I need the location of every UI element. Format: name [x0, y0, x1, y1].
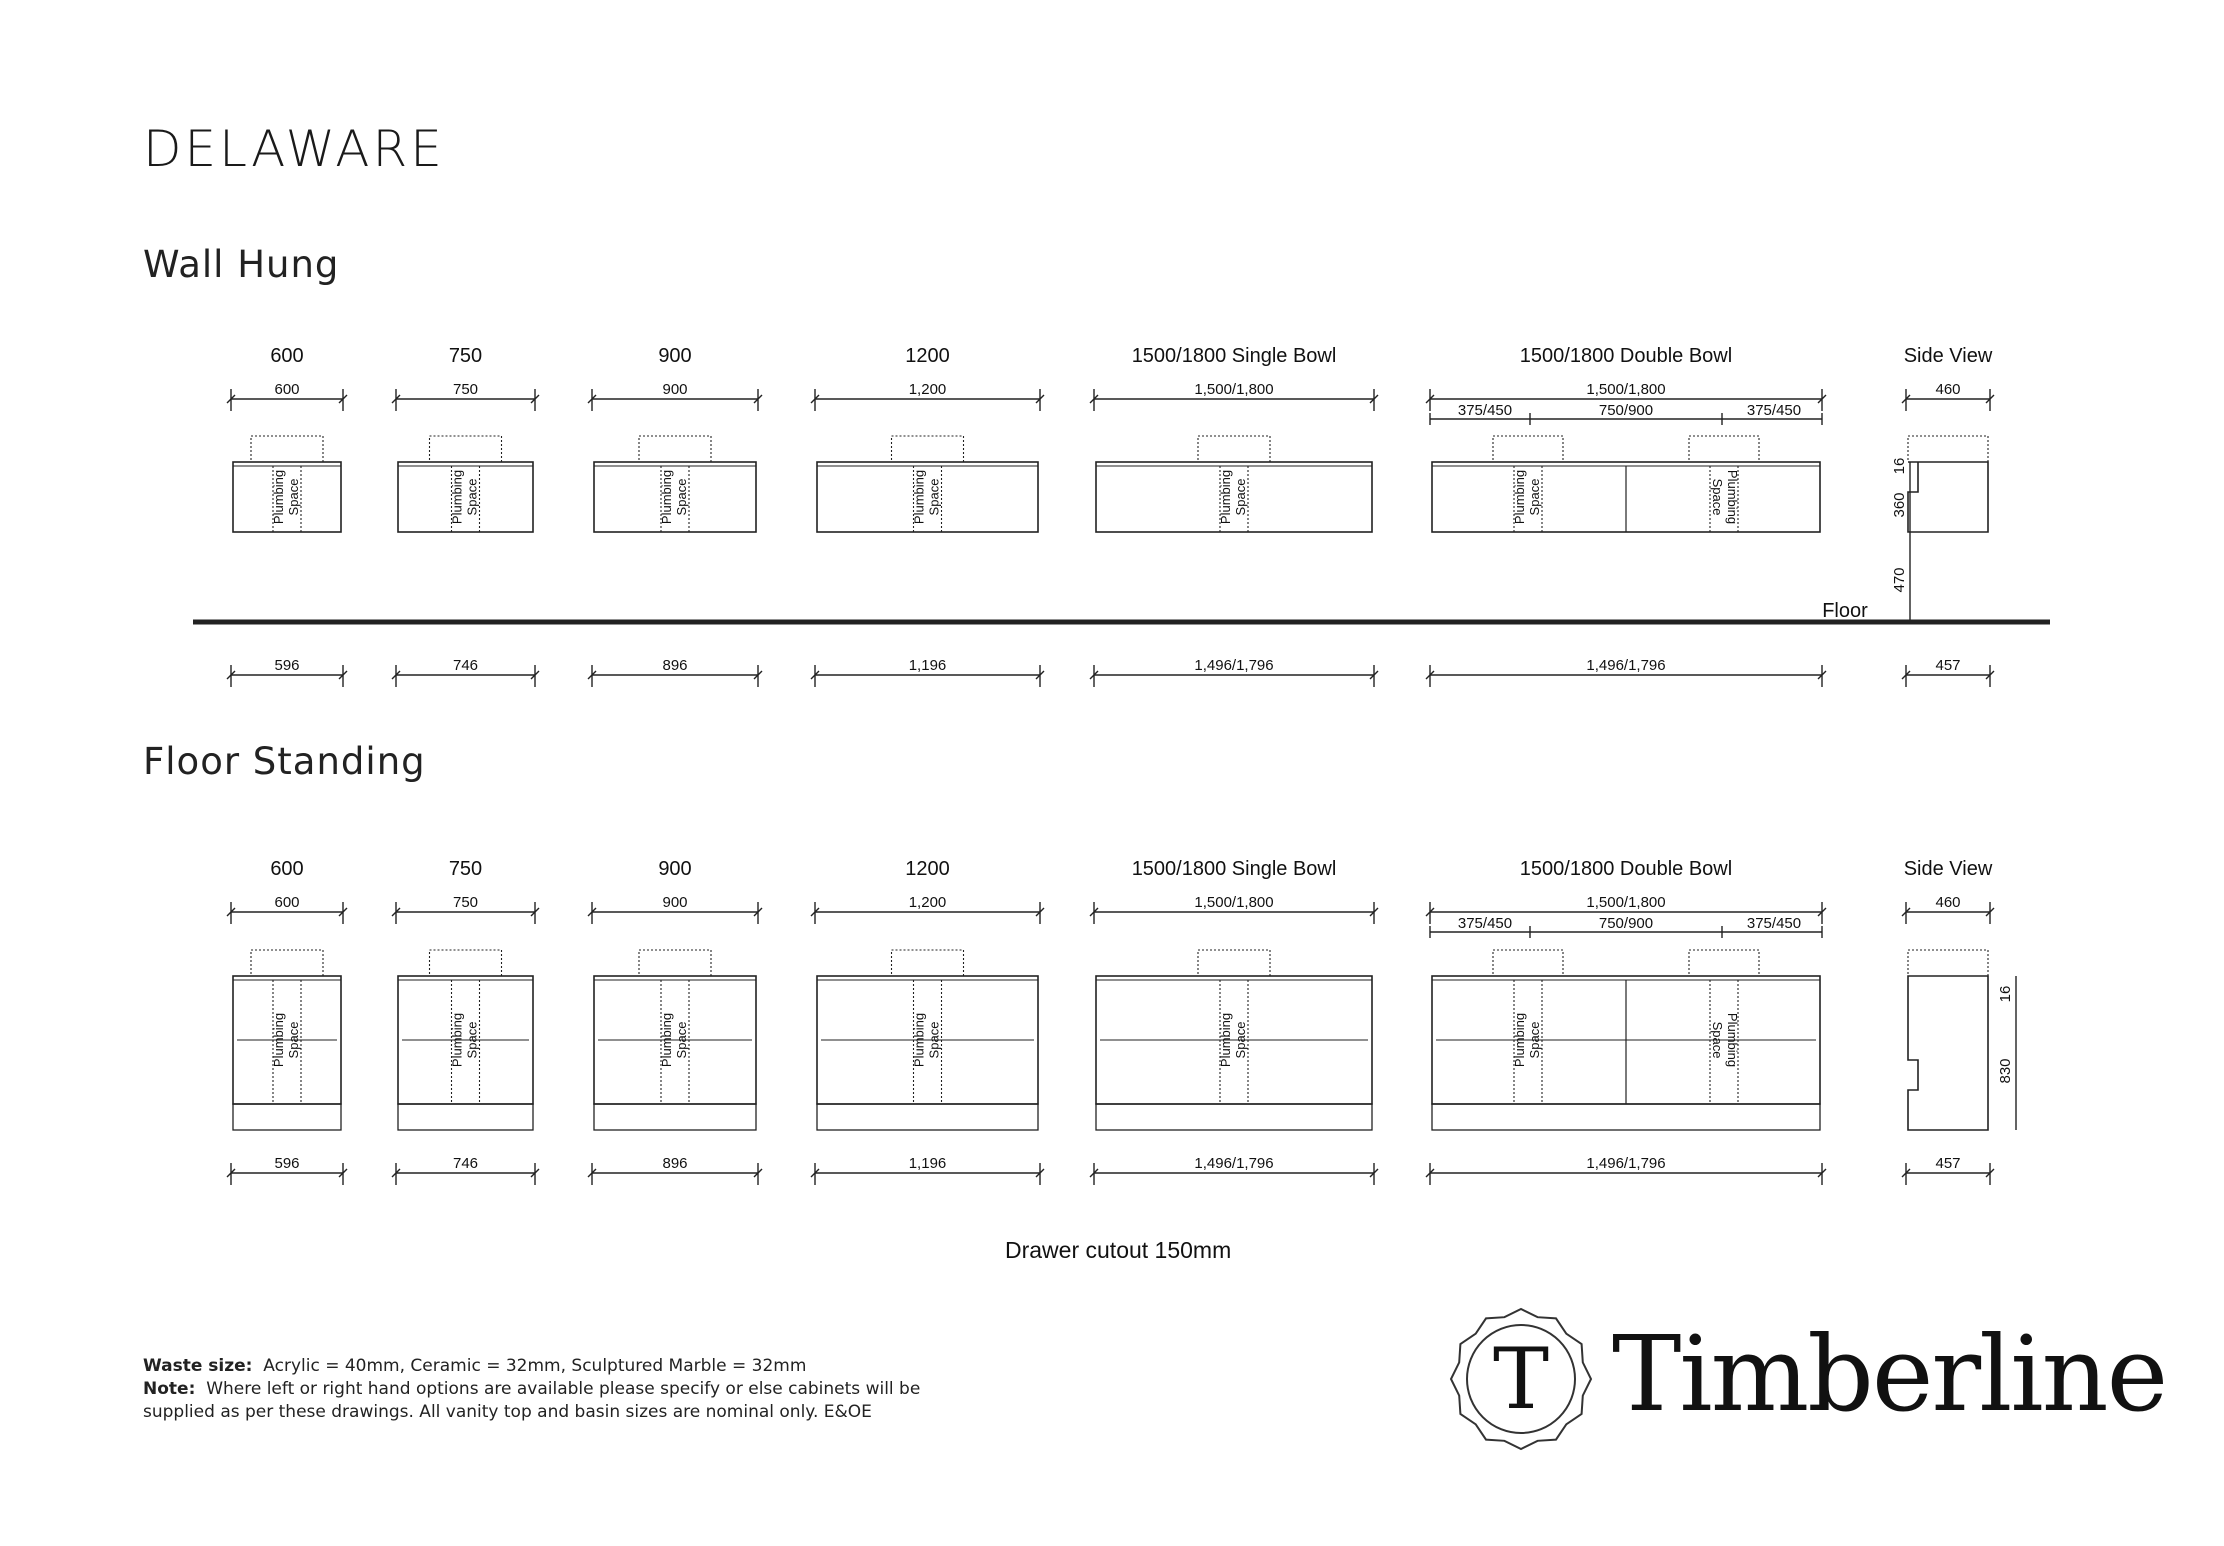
fs-7-height-2: 830	[1997, 1058, 2014, 1084]
floor-label: Floor	[1822, 600, 1868, 622]
wh-4-basin-1	[892, 436, 964, 462]
fs-5-plumbing-label-1-line2: Space	[1233, 1021, 1248, 1059]
logo-seal-icon	[1451, 1309, 1591, 1449]
fs-3-plumbing-label-1-line2: Space	[674, 1021, 689, 1059]
fs-7-basin-side	[1908, 950, 1988, 976]
wh-7-height-2: 360	[1891, 492, 1908, 518]
fs-6-plumbing-label-2-line2: Space	[1710, 1021, 1725, 1059]
wh-3-plumbing-label-1-line2: Space	[674, 478, 689, 516]
drawer-cutout-caption: Drawer cutout 150mm	[1005, 1237, 1232, 1263]
fs-4-plumbing-label-1-line2: Space	[926, 1021, 942, 1059]
wh-6-plumbing-label-1	[1512, 470, 1542, 524]
fs-5-plumbing-label-1-line1: Plumbing	[1218, 1012, 1233, 1068]
wh-4-top-dim-label: 1,200	[908, 381, 947, 398]
wh-1-plumbing-label-1	[271, 470, 301, 524]
fs-4-bottom-dim-label: 1,196	[908, 1155, 947, 1172]
fs-6-title: 1500/1800 Double Bowl	[1519, 858, 1733, 880]
wh-4-plumbing-label-1-line1: Plumbing	[911, 469, 927, 525]
fs-6-plumbing-label-1-line1: Plumbing	[1512, 1012, 1527, 1068]
fs-2-plumbing-label-1-line1: Plumbing	[449, 1012, 465, 1068]
wh-5-plumbing-label-1-line1: Plumbing	[1218, 469, 1233, 525]
fs-7-bottom-dim-label: 457	[1935, 1155, 1961, 1172]
wh-1-plumbing-label-1-line1: Plumbing	[271, 469, 286, 525]
fs-6-sub-dim-2: 750/900	[1598, 915, 1654, 932]
fs-3-bottom-dim-label: 896	[662, 1155, 688, 1172]
wh-6-sub-dim-2: 750/900	[1598, 402, 1654, 419]
wh-2-plumbing-label-1	[450, 470, 480, 524]
wh-6-sub-dim-1: 375/450	[1457, 402, 1513, 419]
fs-3-plinth	[594, 1104, 756, 1130]
fs-6-top-dim-label: 1,500/1,800	[1586, 894, 1666, 911]
fs-7-side-profile	[1908, 976, 1988, 1130]
wh-2-plumbing-label-1-line1: Plumbing	[449, 469, 465, 525]
fs-3-title: 900	[658, 858, 692, 880]
wh-2-basin-1	[430, 436, 502, 462]
wh-2-title: 750	[448, 345, 483, 367]
wh-1-plumbing-label-1-line2: Space	[286, 478, 301, 516]
fs-5-basin-1	[1198, 950, 1270, 976]
wh-7-height-3: 470	[1891, 567, 1908, 593]
wh-1-basin-1	[251, 436, 323, 462]
logo-letter: T	[1492, 1330, 1550, 1428]
waste-size-label: Waste size:	[143, 1356, 253, 1376]
wh-3-basin-1	[639, 436, 711, 462]
fs-1-basin-1	[251, 950, 323, 976]
wh-1-top-dim-label: 600	[274, 381, 300, 398]
note-text: Where left or right hand options are available please specify or else cabinets will be	[206, 1379, 921, 1399]
wh-1-bottom-dim-label: 596	[274, 657, 300, 674]
fs-4-title: 1200	[905, 858, 950, 880]
wh-7-title: Side View	[1903, 345, 1993, 367]
wh-7-basin-side	[1908, 436, 1988, 462]
wh-5-plumbing-label-1-line2: Space	[1233, 478, 1248, 516]
note-label: Note:	[143, 1379, 196, 1399]
fs-1-top-dim-label: 600	[274, 894, 300, 911]
wh-2-top-dim-label: 750	[452, 381, 479, 398]
fs-1-plinth	[233, 1104, 341, 1130]
fs-3-plumbing-label-1	[659, 1013, 689, 1067]
fs-6-plumbing-label-2	[1710, 1013, 1740, 1067]
fs-4-plinth	[817, 1104, 1038, 1130]
notes-block	[143, 1355, 920, 1424]
wh-2-plumbing-label-1-line2: Space	[464, 478, 480, 516]
fs-6-plumbing-label-2-line1: Plumbing	[1725, 1012, 1740, 1068]
wh-6-plumbing-label-2-line1: Plumbing	[1725, 469, 1740, 525]
wh-5-title: 1500/1800 Single Bowl	[1131, 345, 1337, 367]
fs-2-title: 750	[448, 858, 483, 880]
fs-5-plinth	[1096, 1104, 1372, 1130]
wh-4-bottom-dim-label: 1,196	[908, 657, 947, 674]
fs-2-bottom-dim-label: 746	[452, 1155, 479, 1172]
wh-2-bottom-dim-label: 746	[452, 657, 479, 674]
wh-6-plumbing-label-2-line2: Space	[1710, 478, 1725, 516]
fs-6-basin-2	[1689, 950, 1759, 976]
fs-6-plinth	[1432, 1104, 1820, 1130]
fs-1-plumbing-label-1-line1: Plumbing	[271, 1012, 286, 1068]
wh-6-title: 1500/1800 Double Bowl	[1519, 345, 1733, 367]
fs-2-plumbing-label-1	[450, 1013, 480, 1067]
fs-3-top-dim-label: 900	[662, 894, 688, 911]
note-text-continued: supplied as per these drawings. All vanity top and basin sizes are nominal only. E&OE	[143, 1402, 872, 1422]
fs-5-plumbing-label-1	[1218, 1013, 1248, 1067]
page-title: DELAWARE	[143, 120, 445, 178]
wh-3-plumbing-label-1	[659, 470, 689, 524]
wh-3-plumbing-label-1-line1: Plumbing	[659, 469, 674, 525]
waste-size-text: Acrylic = 40mm, Ceramic = 32mm, Sculptured Marble = 32mm	[263, 1356, 807, 1376]
wh-5-bottom-dim-label: 1,496/1,796	[1194, 657, 1274, 674]
wh-6-basin-1	[1493, 436, 1563, 462]
wh-4-plumbing-label-1	[912, 470, 942, 524]
wh-4-plumbing-label-1-line2: Space	[926, 478, 942, 516]
fs-6-sub-dim-3: 375/450	[1746, 915, 1802, 932]
fs-5-top-dim-label: 1,500/1,800	[1194, 894, 1274, 911]
fs-3-plumbing-label-1-line1: Plumbing	[659, 1012, 674, 1068]
fs-1-plumbing-label-1-line2: Space	[286, 1021, 301, 1059]
fs-6-basin-1	[1493, 950, 1563, 976]
wh-7-bottom-dim-label: 457	[1935, 657, 1961, 674]
wh-4-title: 1200	[905, 345, 950, 367]
wh-6-sub-dim-3: 375/450	[1746, 402, 1802, 419]
fs-5-bottom-dim-label: 1,496/1,796	[1194, 1155, 1274, 1172]
fs-1-plumbing-label-1	[271, 1013, 301, 1067]
fs-6-bottom-dim-label: 1,496/1,796	[1586, 1155, 1666, 1172]
wh-7-height-1: 16	[1891, 457, 1908, 475]
logo-wordmark: Timberline	[1612, 1313, 2167, 1435]
fs-7-height-1: 16	[1997, 985, 2014, 1003]
wh-3-title: 900	[658, 345, 692, 367]
wh-6-bottom-dim-label: 1,496/1,796	[1586, 657, 1666, 674]
wh-3-top-dim-label: 900	[662, 381, 688, 398]
wh-3-bottom-dim-label: 896	[662, 657, 688, 674]
wh-5-plumbing-label-1	[1218, 470, 1248, 524]
fs-7-top-dim-label: 460	[1935, 894, 1961, 911]
fs-2-basin-1	[430, 950, 502, 976]
fs-6-plumbing-label-1	[1512, 1013, 1542, 1067]
section-heading-floor-standing: Floor Standing	[143, 740, 426, 783]
fs-2-top-dim-label: 750	[452, 894, 479, 911]
section-heading-wall-hung: Wall Hung	[143, 243, 340, 286]
fs-6-plumbing-label-1-line2: Space	[1527, 1021, 1542, 1059]
fs-4-plumbing-label-1-line1: Plumbing	[911, 1012, 927, 1068]
wh-5-top-dim-label: 1,500/1,800	[1194, 381, 1274, 398]
wh-6-plumbing-label-2	[1710, 470, 1740, 524]
fs-3-basin-1	[639, 950, 711, 976]
wh-6-top-dim-label: 1,500/1,800	[1586, 381, 1666, 398]
fs-1-bottom-dim-label: 596	[274, 1155, 300, 1172]
fs-1-title: 600	[270, 858, 304, 880]
fs-2-plumbing-label-1-line2: Space	[464, 1021, 480, 1059]
wh-6-basin-2	[1689, 436, 1759, 462]
fs-6-sub-dim-1: 375/450	[1457, 915, 1513, 932]
fs-4-top-dim-label: 1,200	[908, 894, 947, 911]
fs-4-basin-1	[892, 950, 964, 976]
wh-5-basin-1	[1198, 436, 1270, 462]
wh-6-plumbing-label-1-line2: Space	[1527, 478, 1542, 516]
wh-7-side-profile	[1908, 462, 1988, 532]
fs-7-title: Side View	[1903, 858, 1993, 880]
wh-6-plumbing-label-1-line1: Plumbing	[1512, 469, 1527, 525]
fs-4-plumbing-label-1	[912, 1013, 942, 1067]
wh-7-top-dim-label: 460	[1935, 381, 1961, 398]
fs-2-plinth	[398, 1104, 533, 1130]
wh-1-title: 600	[270, 345, 304, 367]
fs-5-title: 1500/1800 Single Bowl	[1131, 858, 1337, 880]
